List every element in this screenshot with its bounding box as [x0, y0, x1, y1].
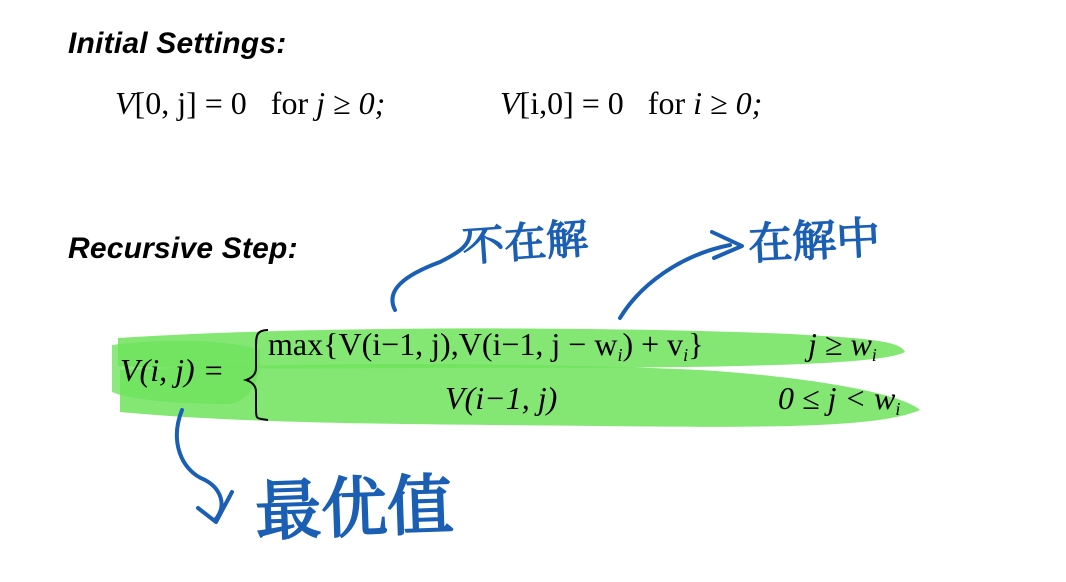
cond2-for: for: [647, 85, 686, 121]
recursive-step-heading: Recursive Step:: [68, 232, 298, 265]
cond1-domain: j ≥ 0;: [316, 85, 386, 121]
initial-settings-heading: Initial Settings:: [68, 27, 287, 60]
cond1-for: for: [270, 85, 309, 121]
case2-condition: $0 \le j < w_i$: [778, 380, 901, 419]
recurrence-lhs: V(i, j) =: [120, 352, 225, 388]
cond1-args: [0, j] = 0: [134, 85, 247, 121]
case2-expression: V(i−1, j): [445, 380, 558, 416]
case1-expression: max{V(i−1, j),V(i−1, $j - w_i) + v_i$}: [268, 326, 704, 365]
cond2-domain: i ≥ 0;: [693, 85, 763, 121]
cond1-v: V: [115, 85, 135, 121]
arrow-curve-left: [392, 232, 470, 310]
arrow-curve-right: [620, 245, 730, 318]
annotation-not-in-solution: 不在解: [460, 213, 590, 272]
annotation-optimal-value: 最优值: [253, 466, 455, 551]
cond2-args: [i,0] = 0: [519, 85, 624, 121]
case1-condition: $j \ge w_i$: [808, 326, 877, 365]
arrow-curve-bottom: [177, 410, 222, 520]
cond2-v: V: [500, 85, 520, 121]
annotation-in-solution: 在解中: [746, 212, 882, 271]
